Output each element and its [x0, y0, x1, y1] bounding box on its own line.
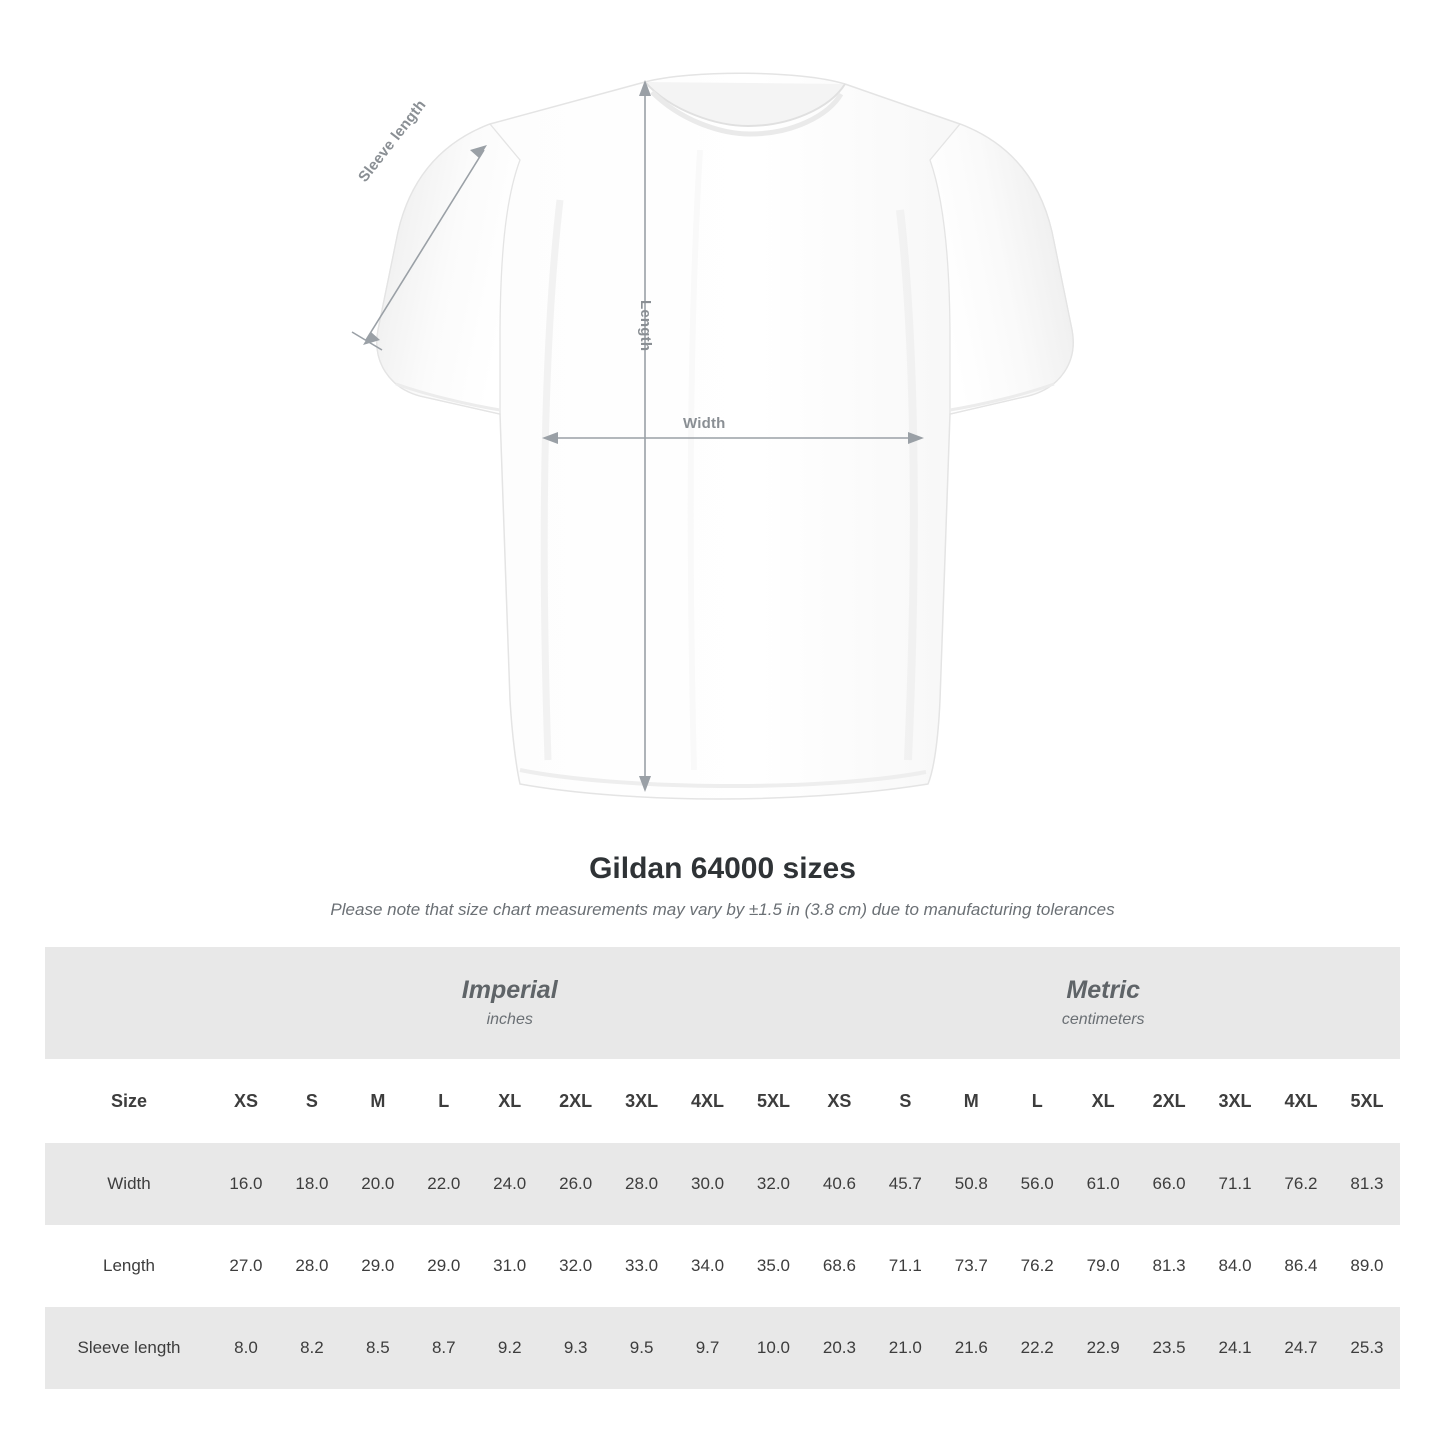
imperial-name: Imperial — [461, 976, 558, 1005]
cell-sleeve-imperial-4: 9.2 — [477, 1307, 543, 1389]
cell-length-imperial-2: 29.0 — [345, 1225, 411, 1307]
imperial-unit: inches — [486, 1010, 533, 1028]
cell-sleeve-imperial-6: 9.5 — [609, 1307, 675, 1389]
cell-sleeve-imperial-8: 10.0 — [741, 1307, 807, 1389]
cell-sleeve-metric-7: 24.7 — [1268, 1307, 1334, 1389]
cell-sleeve-metric-6: 24.1 — [1202, 1307, 1268, 1389]
cell-sleeve-imperial-5: 9.3 — [543, 1307, 609, 1389]
cell-length-imperial-5: 32.0 — [543, 1225, 609, 1307]
cell-width-metric-8: 81.3 — [1334, 1143, 1400, 1225]
size-col-9: XS — [806, 1059, 872, 1143]
cell-sleeve-imperial-1: 8.2 — [279, 1307, 345, 1389]
size-col-7: 4XL — [675, 1059, 741, 1143]
metric-unit: centimeters — [1061, 1010, 1145, 1028]
page-title: Gildan 64000 sizes — [589, 852, 856, 885]
size-header-row — [45, 1059, 1400, 1143]
size-row-label: Size — [45, 1059, 213, 1143]
size-col-10: S — [872, 1059, 938, 1143]
cell-length-metric-2: 73.7 — [938, 1225, 1004, 1307]
size-col-16: 4XL — [1268, 1059, 1334, 1143]
imperial-header — [213, 947, 806, 1059]
cell-sleeve-metric-3: 22.2 — [1004, 1307, 1070, 1389]
table-row — [45, 1307, 1400, 1389]
table-row — [45, 1225, 1400, 1307]
cell-width-imperial-0: 16.0 — [213, 1143, 279, 1225]
size-col-8: 5XL — [741, 1059, 807, 1143]
size-col-17: 5XL — [1334, 1059, 1400, 1143]
cell-length-metric-1: 71.1 — [872, 1225, 938, 1307]
cell-length-imperial-1: 28.0 — [279, 1225, 345, 1307]
cell-width-imperial-3: 22.0 — [411, 1143, 477, 1225]
cell-width-metric-2: 50.8 — [938, 1143, 1004, 1225]
cell-sleeve-metric-8: 25.3 — [1334, 1307, 1400, 1389]
cell-sleeve-metric-5: 23.5 — [1136, 1307, 1202, 1389]
size-chart-table — [45, 947, 1400, 1389]
size-col-0: XS — [213, 1059, 279, 1143]
size-col-1: S — [279, 1059, 345, 1143]
width-label: Width — [683, 415, 726, 432]
cell-length-imperial-4: 31.0 — [477, 1225, 543, 1307]
cell-length-metric-4: 79.0 — [1070, 1225, 1136, 1307]
cell-width-imperial-6: 28.0 — [609, 1143, 675, 1225]
size-col-5: 2XL — [543, 1059, 609, 1143]
size-col-13: XL — [1070, 1059, 1136, 1143]
size-col-2: M — [345, 1059, 411, 1143]
sleeve-length-label: Sleeve length — [355, 96, 430, 186]
cell-width-imperial-1: 18.0 — [279, 1143, 345, 1225]
cell-length-imperial-7: 34.0 — [675, 1225, 741, 1307]
size-col-14: 2XL — [1136, 1059, 1202, 1143]
metric-header — [806, 947, 1400, 1059]
metric-name: Metric — [1066, 976, 1141, 1005]
cell-sleeve-imperial-0: 8.0 — [213, 1307, 279, 1389]
cell-length-metric-6: 84.0 — [1202, 1225, 1268, 1307]
cell-sleeve-imperial-2: 8.5 — [345, 1307, 411, 1389]
cell-length-metric-3: 76.2 — [1004, 1225, 1070, 1307]
size-col-6: 3XL — [609, 1059, 675, 1143]
cell-length-metric-5: 81.3 — [1136, 1225, 1202, 1307]
size-col-3: L — [411, 1059, 477, 1143]
cell-width-metric-4: 61.0 — [1070, 1143, 1136, 1225]
cell-sleeve-metric-4: 22.9 — [1070, 1307, 1136, 1389]
cell-width-metric-5: 66.0 — [1136, 1143, 1202, 1225]
size-table-container — [45, 947, 1400, 1389]
cell-sleeve-imperial-7: 9.7 — [675, 1307, 741, 1389]
cell-width-imperial-4: 24.0 — [477, 1143, 543, 1225]
cell-width-metric-0: 40.6 — [806, 1143, 872, 1225]
row-label-sleeve-length: Sleeve length — [45, 1307, 213, 1389]
cell-sleeve-metric-1: 21.0 — [872, 1307, 938, 1389]
row-label-length: Length — [45, 1225, 213, 1307]
size-col-12: L — [1004, 1059, 1070, 1143]
tolerance-note: Please note that size chart measurements may vary by ±1.5 in (3.8 cm) due to manufacturing tolerances — [330, 900, 1115, 919]
cell-length-imperial-6: 33.0 — [609, 1225, 675, 1307]
cell-length-imperial-0: 27.0 — [213, 1225, 279, 1307]
size-col-4: XL — [477, 1059, 543, 1143]
cell-length-imperial-8: 35.0 — [741, 1225, 807, 1307]
size-col-15: 3XL — [1202, 1059, 1268, 1143]
unit-header-row — [45, 947, 1400, 1059]
cell-width-imperial-2: 20.0 — [345, 1143, 411, 1225]
length-label: Length — [637, 300, 654, 352]
cell-length-metric-0: 68.6 — [806, 1225, 872, 1307]
cell-width-metric-6: 71.1 — [1202, 1143, 1268, 1225]
cell-sleeve-metric-2: 21.6 — [938, 1307, 1004, 1389]
table-row — [45, 1143, 1400, 1225]
cell-length-imperial-3: 29.0 — [411, 1225, 477, 1307]
cell-sleeve-imperial-3: 8.7 — [411, 1307, 477, 1389]
cell-sleeve-metric-0: 20.3 — [806, 1307, 872, 1389]
cell-width-metric-3: 56.0 — [1004, 1143, 1070, 1225]
cell-width-imperial-8: 32.0 — [741, 1143, 807, 1225]
cell-width-metric-7: 76.2 — [1268, 1143, 1334, 1225]
cell-length-metric-7: 86.4 — [1268, 1225, 1334, 1307]
cell-width-metric-1: 45.7 — [872, 1143, 938, 1225]
row-label-width: Width — [45, 1143, 213, 1225]
cell-width-imperial-5: 26.0 — [543, 1143, 609, 1225]
size-col-11: M — [938, 1059, 1004, 1143]
cell-width-imperial-7: 30.0 — [675, 1143, 741, 1225]
unit-header-spacer — [45, 947, 213, 1059]
cell-length-metric-8: 89.0 — [1334, 1225, 1400, 1307]
